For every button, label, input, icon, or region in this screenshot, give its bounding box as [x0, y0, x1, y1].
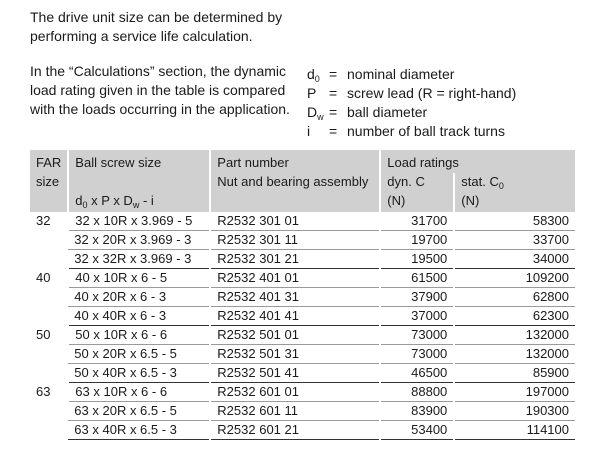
legend-row [307, 65, 516, 84]
legend-equals: = [329, 85, 338, 101]
dyn-load-cell: 61500 [380, 269, 454, 288]
legend-row [307, 103, 516, 122]
legend-row [307, 84, 516, 103]
ball-screw-size-cell: 32 x 20R x 3.969 - 3 [68, 231, 210, 250]
part-number-cell: R2532 601 11 [210, 402, 380, 421]
header-dyn-c: dyn. C [380, 173, 454, 192]
dyn-load-cell: 83900 [380, 402, 454, 421]
legend-equals: = [329, 123, 338, 139]
legend-symbol: $d_0$ [307, 66, 320, 84]
intro-paragraph-2: In the “Calculations” section, the dynamic load rating given in the table is compared with the loads occurring in the application. [30, 63, 290, 117]
header-blank [210, 192, 380, 212]
stat-load-cell: 190300 [454, 402, 575, 421]
table-row [30, 307, 575, 326]
header-blank [30, 192, 68, 212]
legend-symbol: $D_w$ [307, 104, 324, 122]
ball-screw-size-cell: 50 x 40R x 6.5 - 3 [68, 364, 210, 383]
dyn-load-cell: 19500 [380, 250, 454, 269]
part-number-cell: R2532 601 21 [210, 421, 380, 440]
header-far: FAR [30, 150, 68, 173]
ball-screw-size-cell: 63 x 10R x 6 - 6 [68, 383, 210, 402]
legend-definition: number of ball track turns [347, 123, 505, 139]
header-formula: $d_0$ x P x $D_w$ - i [68, 192, 210, 212]
dyn-load-cell: 19700 [380, 231, 454, 250]
part-number-cell: R2532 401 01 [210, 269, 380, 288]
header-unit-dyn: (N) [380, 192, 454, 212]
intro-text [30, 8, 300, 119]
intro-paragraph-1: The drive unit size can be determined by performing a service life calculation. [30, 9, 283, 44]
table-row [30, 231, 575, 250]
dyn-load-cell: 53400 [380, 421, 454, 440]
table-row [30, 364, 575, 383]
ball-screw-size-cell: 40 x 40R x 6 - 3 [68, 307, 210, 326]
table-row [30, 269, 575, 288]
header-size: size [30, 173, 68, 192]
ball-screw-size-cell: 50 x 10R x 6 - 6 [68, 326, 210, 345]
header-blank [68, 173, 210, 192]
legend-symbol: P [307, 85, 317, 101]
header-ball-screw-size: Ball screw size [68, 150, 210, 173]
far-size-cell: 50 [36, 326, 51, 342]
table-row [30, 326, 575, 345]
ball-screw-size-cell: 32 x 10R x 3.969 - 5 [68, 212, 210, 231]
header-load-ratings: Load ratings [380, 150, 575, 173]
stat-load-cell: 197000 [454, 383, 575, 402]
part-number-cell: R2532 501 41 [210, 364, 380, 383]
table-row [30, 288, 575, 307]
part-number-cell: R2532 301 01 [210, 212, 380, 231]
part-number-cell: R2532 401 41 [210, 307, 380, 326]
drive-unit-table [30, 150, 575, 440]
stat-load-cell: 132000 [454, 345, 575, 364]
part-number-cell: R2532 501 31 [210, 345, 380, 364]
part-number-cell: R2532 401 31 [210, 288, 380, 307]
legend-definition: screw lead (R = right-hand) [347, 85, 517, 101]
legend-symbol: i [307, 123, 311, 139]
dyn-load-cell: 37900 [380, 288, 454, 307]
legend-row [307, 122, 516, 141]
table-row [30, 402, 575, 421]
header-part-number: Part number [210, 150, 380, 173]
table-row [30, 383, 575, 402]
legend-equals: = [329, 104, 338, 120]
stat-load-cell: 33700 [454, 231, 575, 250]
dyn-load-cell: 73000 [380, 345, 454, 364]
stat-load-cell: 62300 [454, 307, 575, 326]
stat-load-cell: 58300 [454, 212, 575, 231]
dyn-load-cell: 46500 [380, 364, 454, 383]
stat-load-cell: 114100 [454, 421, 575, 440]
table-row [30, 250, 575, 269]
far-size-cell: 63 [36, 383, 51, 399]
table-row [30, 212, 575, 231]
far-size-cell: 32 [36, 213, 51, 228]
dyn-load-cell: 37000 [380, 307, 454, 326]
dyn-load-cell: 88800 [380, 383, 454, 402]
header-stat-c0: stat. $C_0$ [454, 173, 575, 192]
stat-load-cell: 62800 [454, 288, 575, 307]
dyn-load-cell: 31700 [380, 212, 454, 231]
stat-load-cell: 132000 [454, 326, 575, 345]
part-number-cell: R2532 601 01 [210, 383, 380, 402]
ball-screw-size-cell: 40 x 10R x 6 - 5 [68, 269, 210, 288]
part-number-cell: R2532 501 01 [210, 326, 380, 345]
legend-definition: nominal diameter [347, 66, 455, 82]
symbol-legend [307, 65, 516, 141]
header-nut-assembly: Nut and bearing assembly [210, 173, 380, 192]
ball-screw-size-cell: 50 x 20R x 6.5 - 5 [68, 345, 210, 364]
table-header [30, 150, 575, 212]
stat-load-cell: 109200 [454, 269, 575, 288]
legend-equals: = [329, 66, 338, 82]
ball-screw-size-cell: 40 x 20R x 6 - 3 [68, 288, 210, 307]
ball-screw-size-cell: 63 x 40R x 6.5 - 3 [68, 421, 210, 440]
ball-screw-size-cell: 63 x 20R x 6.5 - 5 [68, 402, 210, 421]
part-number-cell: R2532 301 21 [210, 250, 380, 269]
table-row [30, 421, 575, 440]
legend-definition: ball diameter [347, 104, 428, 120]
dyn-load-cell: 73000 [380, 326, 454, 345]
part-number-cell: R2532 301 11 [210, 231, 380, 250]
table-row [30, 345, 575, 364]
stat-load-cell: 85900 [454, 364, 575, 383]
far-size-cell: 40 [36, 269, 51, 285]
table-body [30, 212, 575, 440]
header-unit-stat: (N) [454, 192, 575, 212]
ball-screw-size-cell: 32 x 32R x 3.969 - 3 [68, 250, 210, 269]
stat-load-cell: 34000 [454, 250, 575, 269]
